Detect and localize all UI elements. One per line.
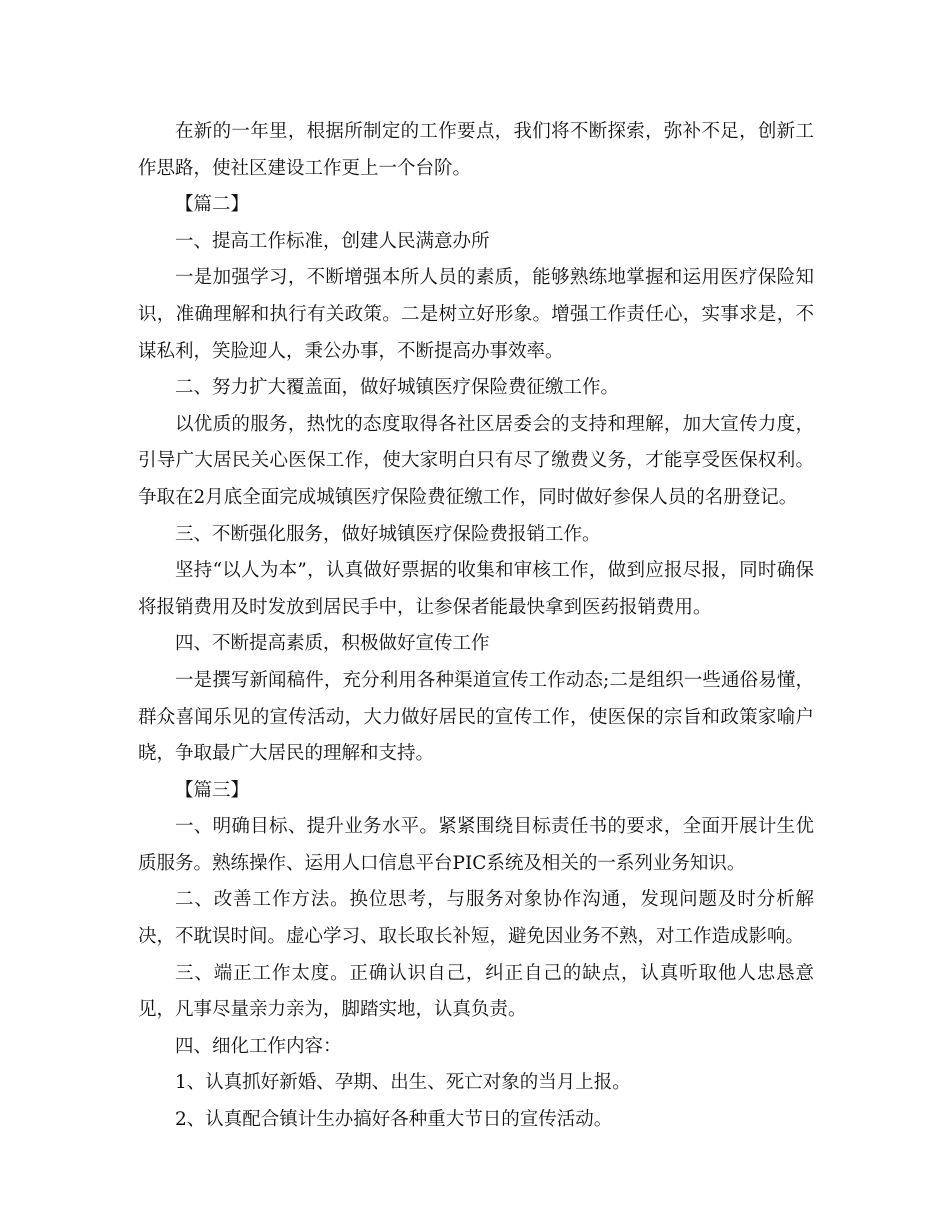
subheading-5: 四、细化工作内容： xyxy=(175,1035,342,1057)
paragraph-6: 一、明确目标、提升业务水平。紧紧围绕目标责任书的要求，全面开展计生优质服务。熟练操作、运用人口信息平台PIC系统及相关的一系列业务知识。 xyxy=(138,816,814,874)
paragraph-5: 一是撰写新闻稿件，充分利用各种渠道宣传工作动态;二是组织一些通俗易懂，群众喜闻乐见的宣传活动，大力做好居民的宣传工作，使医保的宗旨和政策家喻户晓，争取最广大居民的理解和支持。 xyxy=(138,669,814,765)
section-heading-2: 【篇二】 xyxy=(175,194,250,216)
subheading-4: 四、不断提高素质，积极做好宣传工作 xyxy=(175,633,490,655)
paragraph-7: 二、改善工作方法。换位思考，与服务对象协作沟通，发现问题及时分析解决，不耽误时间。虚心学习、取长取长补短，避免因业务不熟，对工作造成影响。 xyxy=(138,889,814,948)
list-item-1: 1、认真抓好新婚、孕期、出生、死亡对象的当月上报。 xyxy=(175,1072,631,1094)
paragraph-1: 在新的一年里，根据所制定的工作要点，我们将不断探索，弥补不足，创新工作思路，使社区建设工作更上一个台阶。 xyxy=(138,121,814,179)
document-body xyxy=(138,114,814,1139)
list-item-2: 2、认真配合镇计生办搞好各种重大节日的宣传活动。 xyxy=(175,1109,613,1131)
paragraph-3: 以优质的服务，热忱的态度取得各社区居委会的支持和理解，加大宣传力度，引导广大居民关心医保工作，使大家明白只有尽了缴费义务，才能享受医保权利。争取在2月底全面完成城镇医疗保险费征缴工作，同时做好参保人员的名册登记。 xyxy=(138,413,814,508)
paragraph-2: 一是加强学习，不断增强本所人员的素质，能够熟练地掌握和运用医疗保险知识，准确理解和执行有关政策。二是树立好形象。增强工作责任心，实事求是，不谋私利，笑脸迎人，秉公办事，不断提高办事效率。 xyxy=(138,267,814,362)
paragraph-8: 三、端正工作太度。正确认识自己，纠正自己的缺点，认真听取他人忠恳意见，凡事尽量亲力亲为，脚踏实地，认真负责。 xyxy=(138,962,814,1021)
subheading-1: 一、提高工作标准，创建人民满意办所 xyxy=(175,230,490,252)
paragraph-4: 坚持“以人为本”，认真做好票据的收集和审核工作，做到应报尽报，同时确保将报销费用及时发放到居民手中，让参保者能最快拿到医药报销费用。 xyxy=(138,560,814,618)
subheading-3: 三、不断强化服务，做好城镇医疗保险费报销工作。 xyxy=(175,523,601,545)
section-heading-3: 【篇三】 xyxy=(175,779,250,801)
subheading-2: 二、努力扩大覆盖面，做好城镇医疗保险费征缴工作。 xyxy=(175,377,620,399)
